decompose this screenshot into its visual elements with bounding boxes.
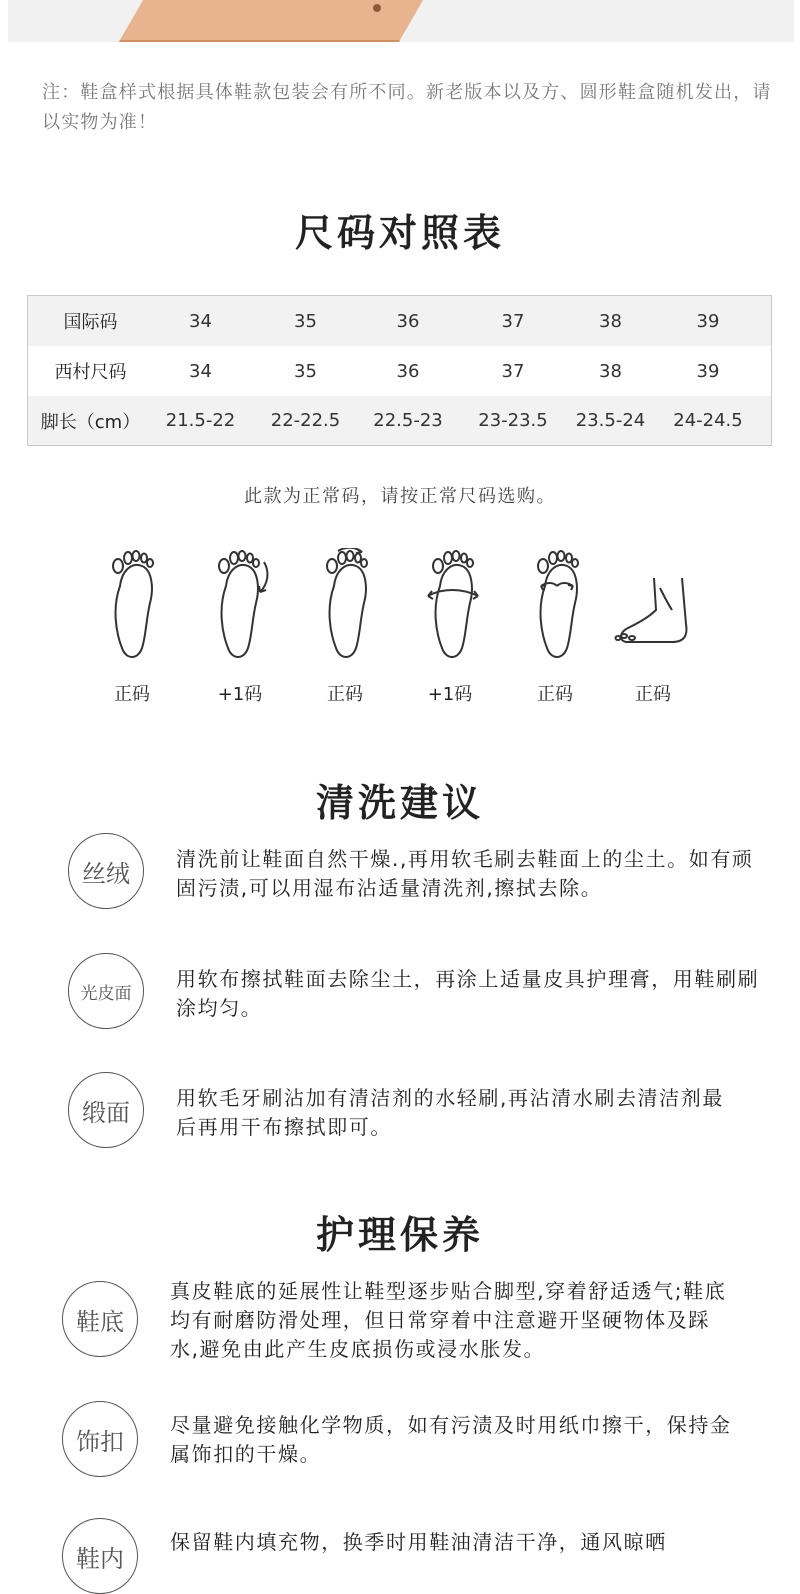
part-badge: 鞋内 (62, 1518, 138, 1594)
size-cell: 38 (599, 360, 622, 382)
shoe-box-corner (118, 0, 457, 42)
size-cell: 37 (501, 310, 525, 332)
shoe-box-hole (373, 4, 381, 12)
foot-type-label: 正码 (327, 684, 363, 705)
size-cell: 35 (294, 310, 317, 332)
part-badge: 饰扣 (62, 1401, 138, 1477)
size-cell: 23.5-24 (575, 410, 646, 431)
shoe-box-photo (8, 0, 794, 42)
wide-toe-foot-icon (210, 548, 270, 663)
packaging-note: 注：鞋盒样式根据具体鞋款包装会有所不同。新老版本以及方、圆形鞋盒随机发出，请以实物为准！ (42, 82, 772, 133)
long-toe-foot-icon (316, 548, 376, 663)
care-title: 护理保养 (315, 1212, 484, 1257)
size-cell: 34 (189, 360, 212, 382)
table-row (28, 296, 771, 346)
foot-type-label: 正码 (635, 684, 671, 705)
size-cell: 37 (501, 360, 525, 382)
foot-type-label: +1码 (427, 684, 473, 705)
cleaning-title: 清洗建议 (315, 780, 484, 825)
cleaning-text: 用软毛牙刷沾加有清洁剂的水轻刷,再沾清水刷去清洁剂最后再用干布擦拭即可。 (176, 1086, 724, 1139)
size-cell: 35 (294, 360, 317, 382)
size-cell: 36 (396, 310, 420, 332)
size-cell: 36 (396, 360, 420, 382)
size-advice: 此款为正常码，请按正常尺码选购。 (244, 486, 556, 507)
high-instep-foot-icon (612, 548, 692, 663)
table-row (28, 346, 771, 396)
foot-type-label: 正码 (537, 684, 573, 705)
size-cell: 22-22.5 (270, 410, 341, 431)
material-badge: 丝绒 (68, 833, 144, 909)
wide-foot-icon (422, 548, 482, 663)
care-text: 保留鞋内填充物，换季时用鞋油清洁干净，通风晾晒 (170, 1530, 667, 1554)
size-cell: 34 (189, 310, 212, 332)
material-badge: 缎面 (68, 1072, 144, 1148)
care-text: 尽量避免接触化学物质，如有污渍及时用纸巾擦干，保持金属饰扣的干燥。 (170, 1413, 732, 1466)
normal-foot-icon (102, 548, 162, 663)
cleaning-text: 用软布擦拭鞋面去除尘土，再涂上适量皮具护理膏，用鞋刷刷涂均匀。 (176, 967, 760, 1020)
row-label: 国际码 (63, 312, 118, 333)
part-badge: 鞋底 (62, 1281, 138, 1357)
foot-type-label: +1码 (217, 684, 263, 705)
size-cell: 21.5-22 (165, 410, 236, 431)
size-cell: 39 (696, 360, 720, 382)
narrow-foot-icon (527, 548, 587, 663)
size-cell: 22.5-23 (373, 410, 443, 431)
material-badge: 光皮面 (68, 953, 144, 1029)
size-cell: 24-24.5 (673, 410, 743, 431)
size-cell: 23-23.5 (478, 410, 548, 431)
size-table (27, 295, 772, 446)
size-cell: 38 (599, 310, 622, 332)
cleaning-text: 清洗前让鞋面自然干燥.,再用软毛刷去鞋面上的尘土。如有顽固污渍,可以用湿布沾适量清洗剂,擦拭去除。 (176, 847, 754, 900)
row-label: 西村尺码 (54, 362, 127, 383)
table-row (28, 396, 771, 445)
row-label: 脚长（cm） (40, 411, 141, 433)
size-cell: 39 (696, 310, 720, 332)
care-text: 真皮鞋底的延展性让鞋型逐步贴合脚型,穿着舒适透气;鞋底均有耐磨防滑处理，但日常穿着中注意避开坚硬物体及踩水,避免由此产生皮底损伤或浸水胀发。 (170, 1279, 727, 1361)
size-chart-title: 尺码对照表 (294, 210, 505, 255)
foot-type-label: 正码 (114, 684, 150, 705)
